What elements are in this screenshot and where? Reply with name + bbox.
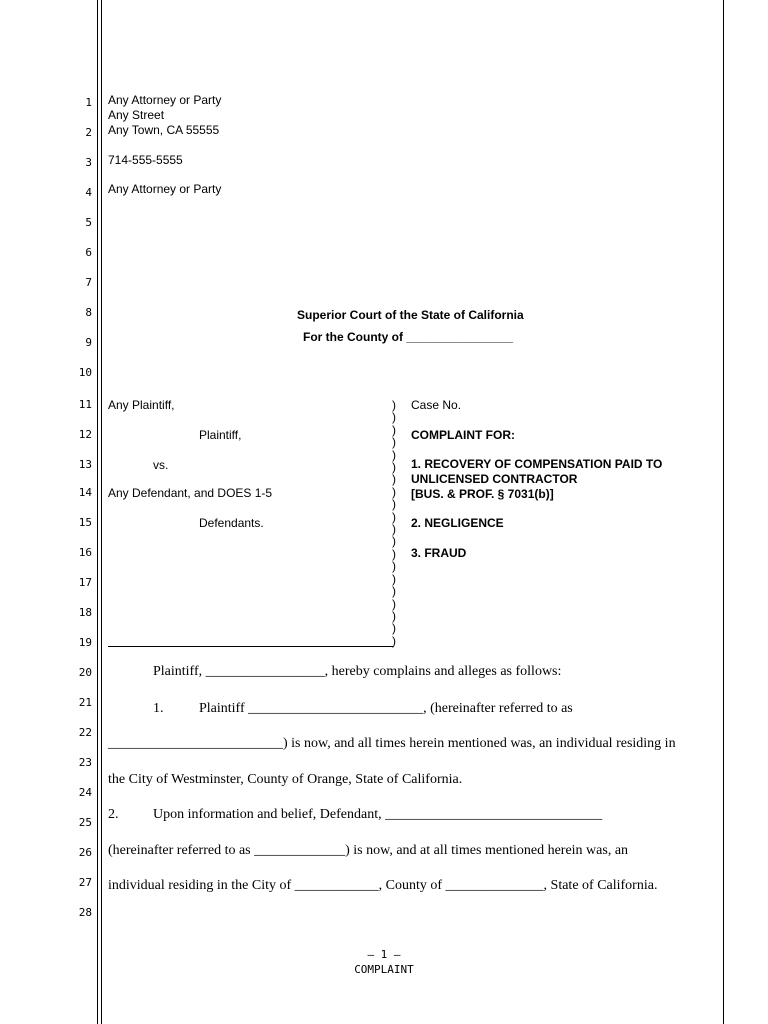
footer-title: COMPLAINT bbox=[354, 963, 414, 976]
paragraph-2-number: 2. bbox=[108, 807, 119, 822]
line-number: 28 bbox=[78, 906, 92, 919]
line-number: 18 bbox=[78, 606, 92, 619]
line-number: 1 bbox=[85, 96, 92, 109]
cause-of-action-1-line-2: UNLICENSED CONTRACTOR bbox=[411, 472, 578, 486]
line-number: 14 bbox=[78, 486, 92, 499]
line-number: 27 bbox=[78, 876, 92, 889]
right-margin-rule bbox=[723, 0, 724, 1024]
court-name: Superior Court of the State of California bbox=[297, 308, 524, 322]
cause-of-action-2: 2. NEGLIGENCE bbox=[411, 516, 504, 530]
complaint-intro: Plaintiff, _________________, hereby complains and alleges as follows: bbox=[153, 664, 562, 679]
attorney-street: Any Street bbox=[108, 108, 165, 122]
paragraph-2-line-2: (hereinafter referred to as _____________) is now, and at all times mentioned herein was, an bbox=[108, 843, 629, 858]
attorney-city: Any Town, CA 55555 bbox=[108, 123, 220, 137]
attorney-phone: 714-555-5555 bbox=[108, 153, 183, 167]
line-number: 21 bbox=[78, 696, 92, 709]
line-number: 23 bbox=[78, 756, 92, 769]
attorney-name: Any Attorney or Party bbox=[108, 93, 222, 107]
paragraph-1-line-1: Plaintiff _________________________, (hereinafter referred to as bbox=[199, 701, 573, 716]
cause-of-action-1-line-3: [BUS. & PROF. § 7031(b)] bbox=[411, 487, 554, 501]
line-number: 20 bbox=[78, 666, 92, 679]
complaint-for-heading: COMPLAINT FOR: bbox=[411, 428, 515, 442]
line-number: 25 bbox=[78, 816, 92, 829]
defendants-label: Defendants. bbox=[199, 516, 264, 530]
left-margin-rule-inner bbox=[101, 0, 102, 1024]
line-number: 9 bbox=[85, 336, 92, 349]
attorney-for: Any Attorney or Party bbox=[108, 182, 222, 196]
line-number: 8 bbox=[85, 306, 92, 319]
line-number: 7 bbox=[85, 276, 92, 289]
line-number: 2 bbox=[85, 126, 92, 139]
versus: vs. bbox=[153, 458, 169, 472]
paragraph-1-line-2: _________________________) is now, and all times herein mentioned was, an individual residing in bbox=[108, 736, 676, 751]
line-number: 5 bbox=[85, 216, 92, 229]
paragraph-2-line-3: individual residing in the City of ____________, County of ______________, State of California. bbox=[108, 878, 658, 893]
line-number: 24 bbox=[78, 786, 92, 799]
paragraph-2-line-1: Upon information and belief, Defendant, _______________________________ bbox=[153, 807, 603, 822]
line-number: 6 bbox=[85, 246, 92, 259]
line-number: 19 bbox=[78, 636, 92, 649]
cause-of-action-1-line-1: 1. RECOVERY OF COMPENSATION PAID TO bbox=[411, 457, 663, 471]
line-number: 17 bbox=[78, 576, 92, 589]
line-number: 3 bbox=[85, 156, 92, 169]
caption-parentheses: ) ) ) ) ) ) ) ) ) ) ) ) ) ) ) ) ) ) ) ) bbox=[392, 398, 396, 648]
court-county: For the County of ________________ bbox=[303, 330, 514, 344]
paragraph-1-number: 1. bbox=[153, 701, 164, 716]
line-number: 10 bbox=[78, 366, 92, 379]
paragraph-1-line-3: the City of Westminster, County of Orange, State of California. bbox=[108, 772, 463, 787]
left-margin-rule-outer bbox=[97, 0, 98, 1024]
line-number: 13 bbox=[78, 458, 92, 471]
plaintiff-label: Plaintiff, bbox=[199, 428, 242, 442]
line-number: 26 bbox=[78, 846, 92, 859]
cause-of-action-3: 3. FRAUD bbox=[411, 546, 467, 560]
case-number: Case No. bbox=[411, 398, 462, 412]
plaintiff-name: Any Plaintiff, bbox=[108, 398, 175, 412]
line-number: 16 bbox=[78, 546, 92, 559]
page-number: – 1 – bbox=[367, 948, 401, 961]
line-number: 12 bbox=[78, 428, 92, 441]
caption-underline bbox=[108, 646, 393, 647]
line-number: 15 bbox=[78, 516, 92, 529]
line-number: 22 bbox=[78, 726, 92, 739]
line-number: 11 bbox=[78, 398, 92, 411]
line-number: 4 bbox=[85, 186, 92, 199]
defendant-name: Any Defendant, and DOES 1-5 bbox=[108, 486, 273, 500]
